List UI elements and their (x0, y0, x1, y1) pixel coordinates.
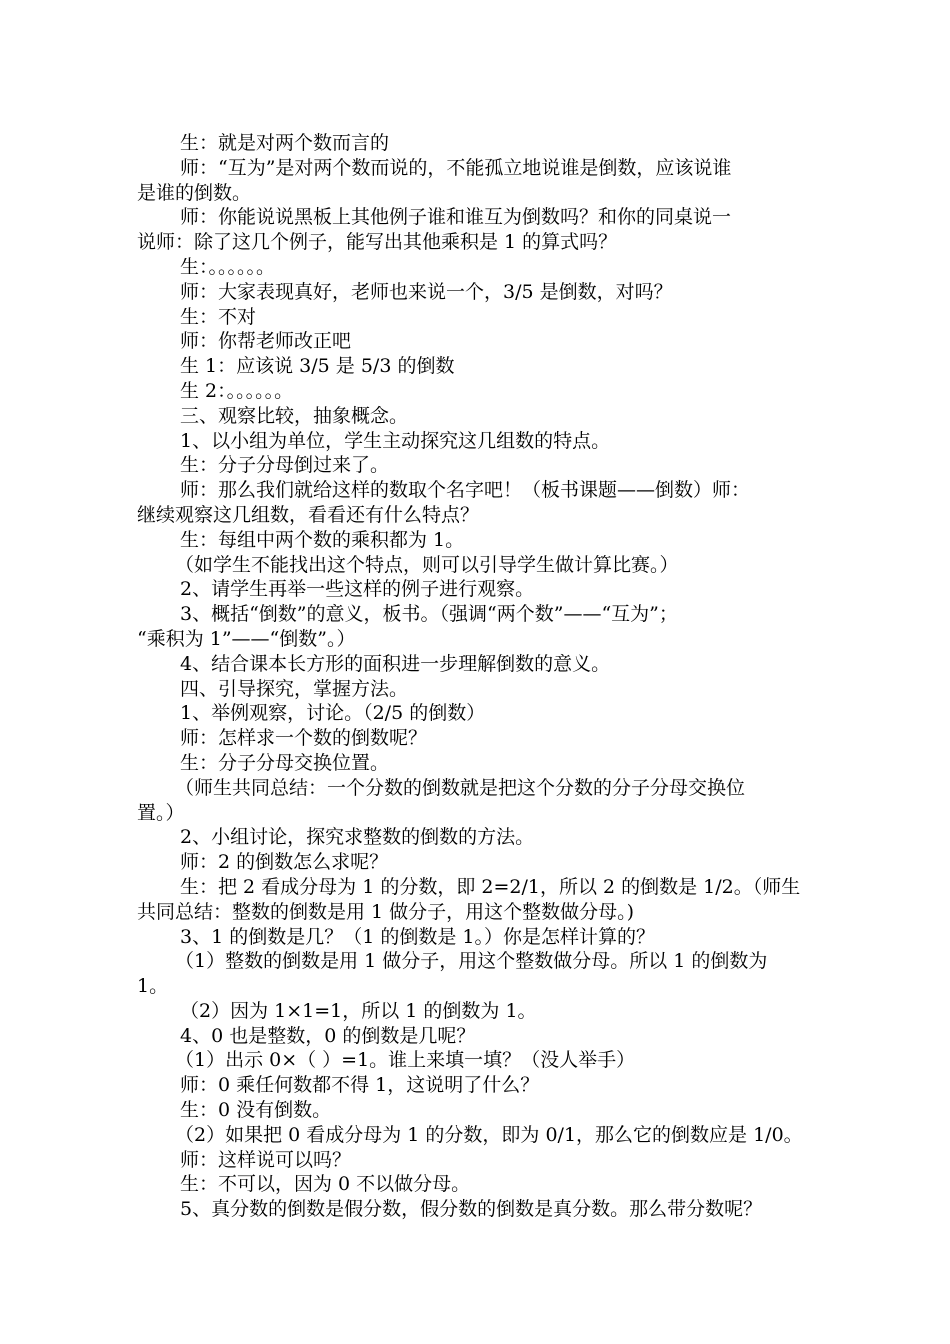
text-line: 师：怎样求一个数的倒数呢？ (180, 727, 428, 750)
paragraph (137, 1148, 838, 1173)
text-line: （1）整数的倒数是用 1 做分子，用这个整数做分母。所以 1 的倒数为 (175, 950, 768, 973)
text-line: 四、引导探究，掌握方法。 (180, 677, 409, 700)
text-line: 生 1：应该说 3/5 是 5/3 的倒数 (180, 355, 455, 378)
paragraph (137, 751, 838, 776)
text-line: （2）如果把 0 看成分母为 1 的分数，即为 0/1，那么它的倒数应是 1/0。 (175, 1123, 803, 1146)
text-line: 生：不可以，因为 0 不以做分母。 (180, 1173, 471, 1196)
paragraph (137, 726, 838, 751)
text-line: （如学生不能找出这个特点，则可以引导学生做计算比赛。） (175, 553, 679, 576)
text-line: 生：分子分母倒过来了。 (180, 454, 390, 477)
text-line: 1。 (137, 975, 169, 998)
text-line: 生：。。。。。。 (180, 255, 276, 278)
paragraph (137, 305, 838, 330)
paragraph (137, 875, 838, 925)
paragraph (137, 255, 838, 280)
paragraph (137, 131, 838, 156)
text-line: 3、1 的倒数是几？（1 的倒数是 1。）你是怎样计算的？ (180, 925, 655, 948)
text-line: 2、小组讨论，探究求整数的倒数的方法。 (180, 826, 535, 849)
paragraph (137, 205, 838, 255)
text-line: 4、0 也是整数，0 的倒数是几呢？ (180, 1024, 476, 1047)
document-body (137, 131, 838, 1222)
text-line: 师：那么我们就给这样的数取个名字吧！（板书课题——倒数）师： (180, 479, 751, 502)
paragraph (137, 825, 838, 850)
paragraph (137, 701, 838, 726)
paragraph (137, 949, 838, 999)
text-line: 5、真分数的倒数是假分数，假分数的倒数是真分数。那么带分数呢？ (180, 1198, 763, 1221)
text-line: 共同总结：整数的倒数是用 1 做分子，用这个整数做分母。) (137, 900, 635, 923)
paragraph (137, 280, 838, 305)
paragraph (137, 677, 838, 702)
paragraph (137, 652, 838, 677)
text-line: 生：不对 (180, 305, 257, 328)
text-line: 4、结合课本长方形的面积进一步理解倒数的意义。 (180, 652, 611, 675)
paragraph (137, 528, 838, 553)
text-line: 师：你帮老师改正吧 (180, 330, 352, 353)
paragraph (137, 404, 838, 429)
text-line: 置。） (137, 801, 185, 824)
text-line: 师：0 乘任何数都不得 1，这说明了什么？ (180, 1074, 540, 1097)
text-line: “乘积为 1”——“倒数”。） (137, 627, 356, 650)
paragraph (137, 354, 838, 379)
text-line: 师：这样说可以吗？ (180, 1148, 352, 1171)
text-line: 师：你能说说黑板上其他例子谁和谁互为倒数吗？和你的同桌说一 (180, 206, 732, 229)
paragraph (137, 602, 838, 652)
paragraph (137, 1123, 838, 1148)
paragraph (137, 925, 838, 950)
paragraph (137, 379, 838, 404)
text-line: （2）因为 1×1=1，所以 1 的倒数为 1。 (180, 999, 537, 1022)
text-line: 继续观察这几组数，看看还有什么特点？ (137, 503, 480, 526)
text-line: 生：分子分母交换位置。 (180, 751, 390, 774)
paragraph (137, 453, 838, 478)
text-line: 说师：除了这几个例子，能写出其他乘积是 1 的算式吗？ (137, 231, 618, 254)
text-line: （师生共同总结：一个分数的倒数就是把这个分数的分子分母交换位 (175, 776, 746, 799)
text-line: 是谁的倒数。 (137, 181, 252, 204)
text-line: 生：0 没有倒数。 (180, 1099, 332, 1122)
text-line: 师：大家表现真好，老师也来说一个，3/5 是倒数，对吗？ (180, 280, 673, 303)
text-line: （1）出示 0×（ ）=1。谁上来填一填？（没人举手） (175, 1049, 636, 1072)
paragraph (137, 429, 838, 454)
text-line: 1、以小组为单位，学生主动探究这几组数的特点。 (180, 429, 611, 452)
text-line: 1、举例观察，讨论。（2/5 的倒数） (180, 702, 486, 725)
text-line: 生：每组中两个数的乘积都为 1。 (180, 528, 465, 551)
paragraph (137, 850, 838, 875)
text-line: 师：“互为”是对两个数而说的，不能孤立地说谁是倒数，应该说谁 (180, 156, 732, 179)
paragraph (137, 329, 838, 354)
paragraph (137, 776, 838, 826)
paragraph (137, 1172, 838, 1197)
paragraph (137, 1197, 838, 1222)
text-line: 师：2 的倒数怎么求呢？ (180, 851, 389, 874)
paragraph (137, 577, 838, 602)
text-line: 生 2：。。。。。。 (180, 379, 294, 402)
text-line: 2、请学生再举一些这样的例子进行观察。 (180, 578, 535, 601)
text-line: 生：就是对两个数而言的 (180, 132, 390, 154)
paragraph (137, 478, 838, 528)
paragraph (137, 553, 838, 578)
paragraph (137, 1073, 838, 1098)
text-line: 3、概括“倒数”的意义，板书。（强调“两个数”——“互为”； (180, 603, 678, 626)
paragraph (137, 999, 838, 1024)
text-line: 生：把 2 看成分母为 1 的分数，即 2=2/1，所以 2 的倒数是 1/2。（师生 (180, 875, 801, 898)
paragraph (137, 156, 838, 206)
text-line: 三、观察比较，抽象概念。 (180, 404, 409, 427)
paragraph (137, 1048, 838, 1073)
paragraph (137, 1098, 838, 1123)
paragraph (137, 1024, 838, 1049)
